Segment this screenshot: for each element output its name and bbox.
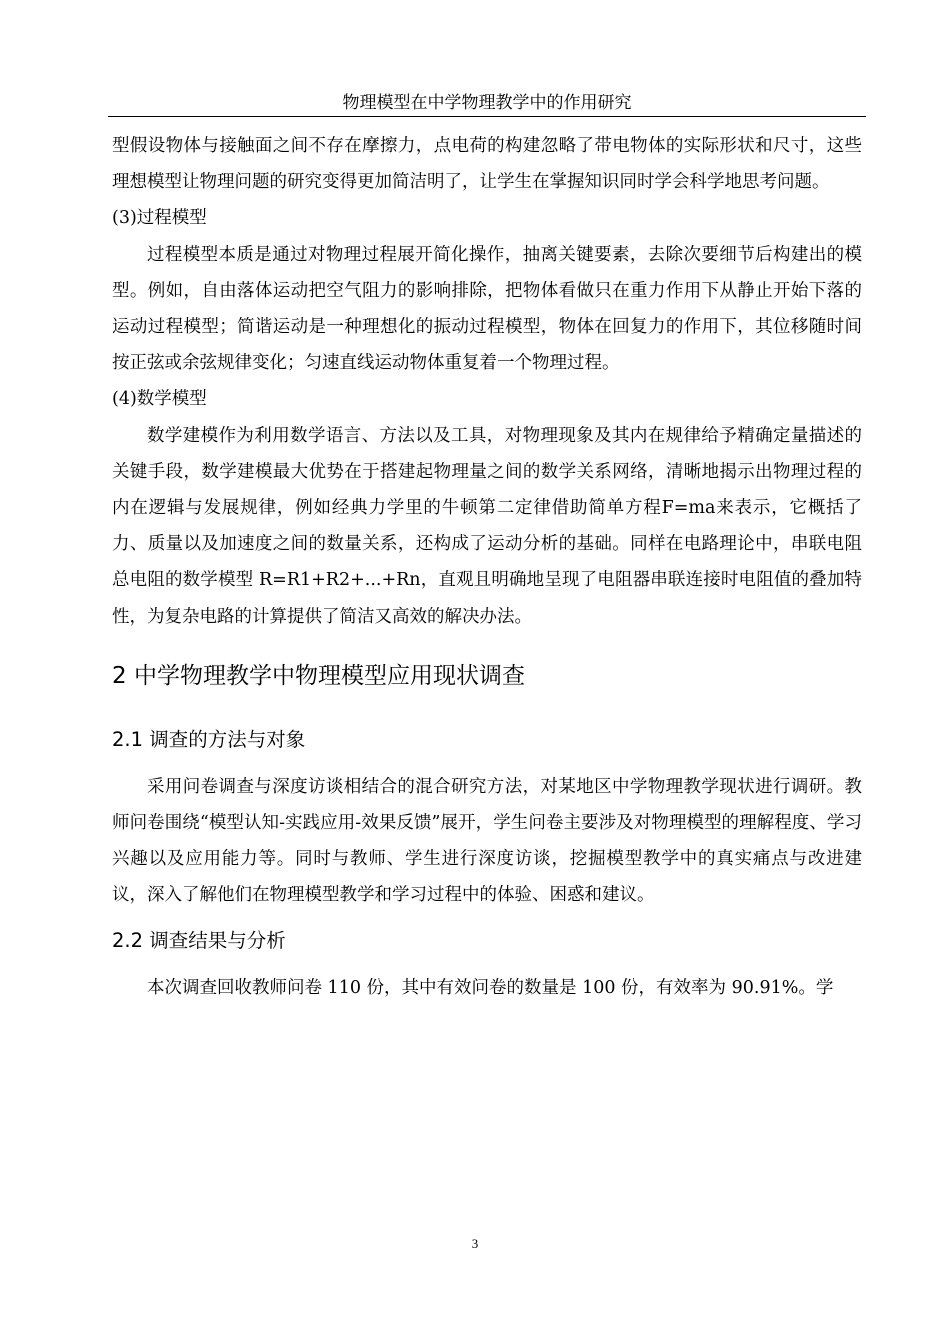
page-number: 3	[471, 1236, 479, 1251]
paragraph-intro: 型假设物体与接触面之间不存在摩擦力，点电荷的构建忽略了带电物体的实际形状和尺寸，这些理想模型让物理问题的研究变得更加简洁明了，让学生在掌握知识同时学会科学地思考问题。	[112, 136, 862, 193]
paragraph-survey-results: 本次调查回收教师问卷 110 份，其中有效问卷的数量是 100 份，有效率为 90.91%。学	[147, 977, 834, 998]
subsection-4-title: (4)数学模型	[112, 389, 207, 410]
running-header-title: 物理模型在中学物理教学中的作用研究	[342, 93, 632, 113]
section-2-1-heading: 2.1 调查的方法与对象	[112, 727, 306, 751]
paragraph-survey-method: 采用问卷调查与深度访谈相结合的混合研究方法，对某地区中学物理教学现状进行调研。教师问卷围绕“模型认知-实践应用-效果反馈”展开，学生问卷主要涉及对物理模型的理解程度、学习兴趣以及应用能力等。同时与教师、学生进行深度访谈，挖掘模型教学中的真实痛点与改进建议，深入了解他们在物理模型教学和学习过程中的体验、困惑和建议。	[112, 776, 862, 906]
paragraph-process-model: 过程模型本质是通过对物理过程展开简化操作，抽离关键要素，去除次要细节后构建出的模型。例如，自由落体运动把空气阻力的影响排除，把物体看做只在重力作用下从静止开始下落的运动过程模型；简谐运动是一种理想化的振动过程模型，物体在回复力的作用下，其位移随时间按正弦或余弦规律变化；匀速直线运动物体重复着一个物理过程。	[112, 244, 862, 374]
page-content	[112, 128, 862, 1006]
subsection-3-title: (3)过程模型	[112, 208, 207, 229]
section-2-2-heading: 2.2 调查结果与分析	[112, 928, 286, 952]
section-2-heading: 2 中学物理教学中物理模型应用现状调查	[112, 662, 525, 689]
paragraph-math-model: 数学建模作为利用数学语言、方法以及工具，对物理现象及其内在规律给予精确定量描述的关键手段，数学建模最大优势在于搭建起物理量之间的数学关系网络，清晰地揭示出物理过程的内在逻辑与发展规律，例如经典力学里的牛顿第二定律借助简单方程F=ma来表示，它概括了力、质量以及加速度之间的数量关系，还构成了运动分析的基础。同样在电路理论中，串联电阻总电阻的数学模型 R=R1+R2+...+Rn，直观且明确地呈现了电阻器串联连接时电阻值的叠加特性，为复杂电路的计算提供了简洁又高效的解决办法。	[112, 425, 862, 627]
header-divider	[108, 116, 866, 117]
